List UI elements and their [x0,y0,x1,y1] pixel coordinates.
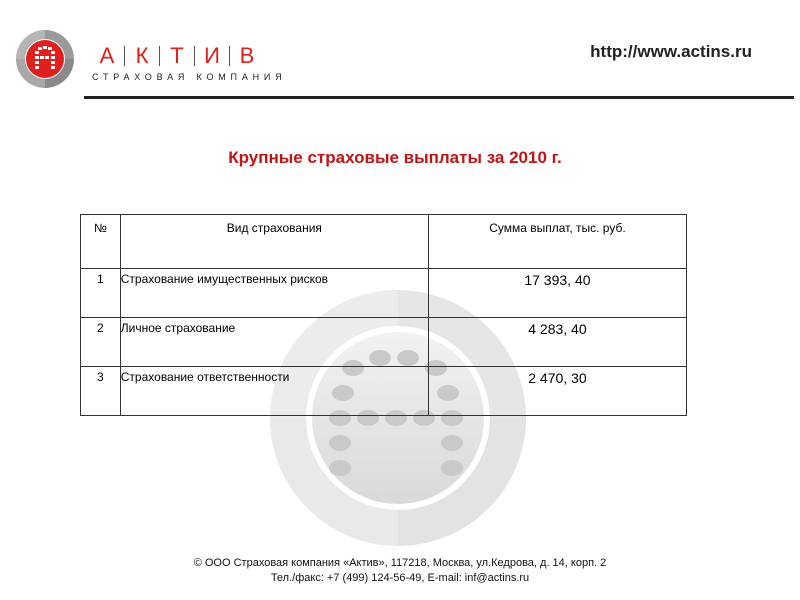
table-row [81,367,687,416]
payout-amount: 17 393, 40 [428,269,686,318]
page-title: Крупные страховые выплаты за 2010 г. [228,148,562,167]
insurance-type: Страхование имущественных рисков [120,269,428,318]
website-url[interactable]: http://www.actins.ru [590,42,752,61]
row-number: 1 [81,269,121,318]
payouts-table [80,214,687,416]
column-header-number: № [81,215,121,269]
insurance-type: Страхование ответственности [120,367,428,416]
payout-amount: 4 283, 40 [428,318,686,367]
brand-letter: А [99,43,115,68]
column-header-amount: Сумма выплат, тыс. руб. [428,215,686,269]
column-header-type: Вид страхования [120,215,428,269]
row-number: 2 [81,318,121,367]
payout-amount: 2 470, 30 [428,367,686,416]
brand-letter: В [239,43,255,68]
company-logo-icon [14,28,76,90]
brand-name [90,44,264,68]
footer-address: © ООО Страховая компания «Актив», 117218, Москва, ул.Кедрова, д. 14, корп. 2 [193,557,607,569]
table-header-row [81,215,687,269]
brand-letter: Т [170,43,184,68]
row-number: 3 [81,367,121,416]
brand-letter: К [135,43,149,68]
table-row [81,269,687,318]
insurance-type: Личное страхование [120,318,428,367]
table-row [81,318,687,367]
footer-contacts: Тел./факс: +7 (499) 124-56-49, E-mail: inf@actins.ru [270,572,530,584]
footer [0,556,800,586]
brand-subtitle: СТРАХОВАЯ КОМПАНИЯ [92,72,287,82]
header-divider [84,96,794,99]
brand-letter: И [204,43,220,68]
